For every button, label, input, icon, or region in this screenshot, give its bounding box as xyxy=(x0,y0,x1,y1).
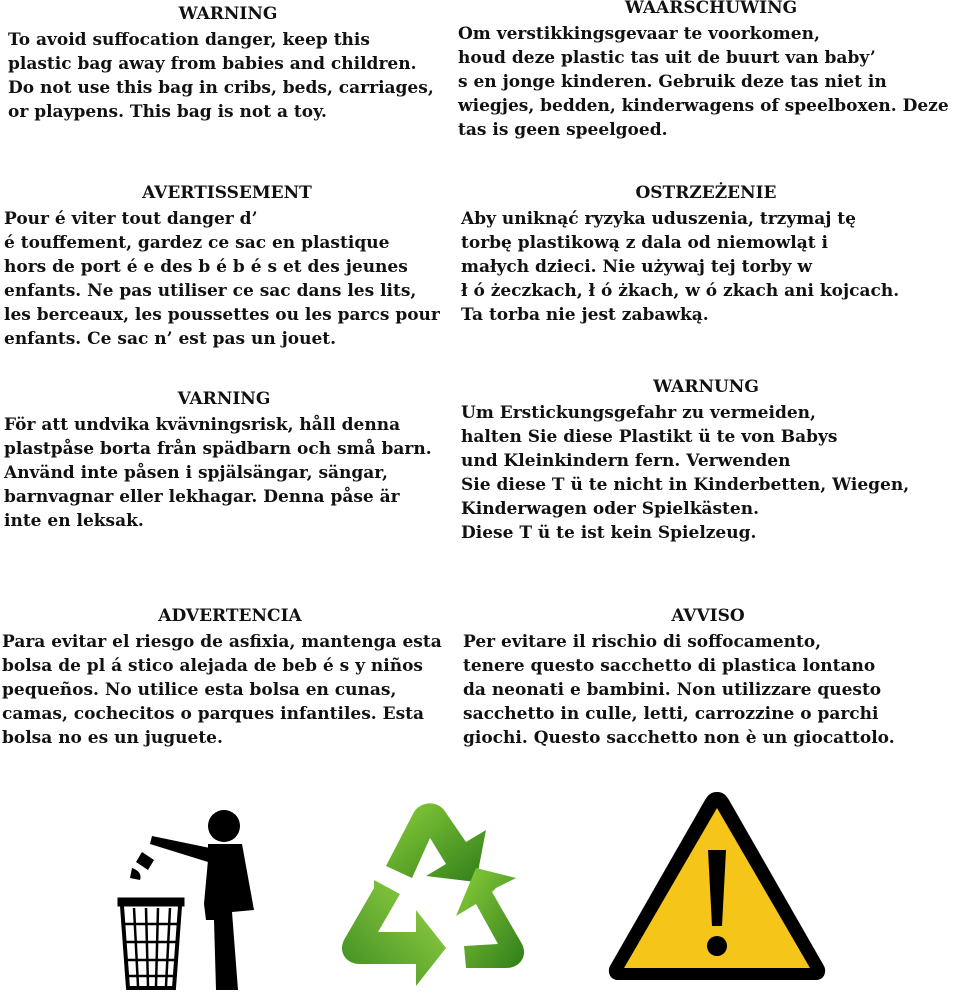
text-line: da neonati e bambini. Non utilizzare questo xyxy=(463,680,882,700)
block-title: AVERTISSEMENT xyxy=(142,183,312,203)
text-line: inte en leksak. xyxy=(4,511,144,531)
text-line: torbę plastikową z dala od niemowląt i xyxy=(461,233,829,253)
text-line: Sie diese T ü te nicht in Kinderbetten, Wiegen, xyxy=(461,475,910,495)
recycle-icon xyxy=(326,796,540,996)
block-title: WARNUNG xyxy=(653,377,759,397)
text-line: tas is geen speelgoed. xyxy=(458,120,668,140)
block-title: WARNING xyxy=(178,4,278,24)
text-line: Diese T ü te ist kein Spielzeug. xyxy=(461,523,757,543)
text-line: halten Sie diese Plastikt ü te von Babys xyxy=(461,427,838,447)
text-line: bolsa no es un juguete. xyxy=(2,728,223,748)
warning-block-italian xyxy=(463,606,953,750)
text-line: und Kleinkindern fern. Verwenden xyxy=(461,451,791,471)
text-line: houd deze plastic tas uit de buurt van baby’ xyxy=(458,48,876,68)
block-title: AVVISO xyxy=(671,606,745,626)
text-line: barnvagnar eller lekhagar. Denna påse är xyxy=(4,487,400,507)
text-line: Aby uniknąć ryzyka uduszenia, trzymaj tę xyxy=(461,209,856,229)
text-line: małych dzieci. Nie używaj tej torby w xyxy=(461,257,813,277)
text-line: enfants. Ce sac n’ est pas un jouet. xyxy=(4,329,337,349)
block-title: VARNING xyxy=(177,389,271,409)
text-line: Kinderwagen oder Spielkästen. xyxy=(461,499,760,519)
text-line: camas, cochecitos o parques infantiles. Esta xyxy=(2,704,425,724)
text-line: tenere questo sacchetto di plastica lontano xyxy=(463,656,876,676)
text-line: Om verstikkingsgevaar te voorkomen, xyxy=(458,24,820,44)
text-line: Para evitar el riesgo de asfixia, mantenga esta xyxy=(2,632,442,652)
warning-block-polish xyxy=(461,183,951,327)
tidyman-icon xyxy=(112,800,272,990)
warning-block-dutch xyxy=(458,0,964,142)
text-line: Um Erstickungsgefahr zu vermeiden, xyxy=(461,403,816,423)
warning-block-english xyxy=(8,4,448,124)
text-line: é touffement, gardez ce sac en plastique xyxy=(4,233,390,253)
text-line: enfants. Ne pas utiliser ce sac dans les lits, xyxy=(4,281,417,301)
text-line: les berceaux, les poussettes ou les parcs pour xyxy=(4,305,440,325)
text-line: pequeños. No utilice esta bolsa en cunas, xyxy=(2,680,397,700)
block-title: WAARSCHUWING xyxy=(624,0,798,18)
text-line: wiegjes, bedden, kinderwagens of speelboxen. Deze xyxy=(458,96,949,116)
text-line: Pour é viter tout danger d’ xyxy=(4,209,258,229)
warning-block-french xyxy=(4,183,450,351)
text-line: Do not use this bag in cribs, beds, carriages, xyxy=(8,78,434,98)
text-line: bolsa de pl á stico alejada de beb é s y niños xyxy=(2,656,424,676)
text-line: To avoid suffocation danger, keep this xyxy=(8,30,370,50)
text-line: Använd inte påsen i spjälsängar, sängar, xyxy=(4,463,388,483)
text-line: hors de port é e des b é b é s et des jeunes xyxy=(4,257,408,277)
text-line: s en jonge kinderen. Gebruik deze tas niet in xyxy=(458,72,887,92)
warning-block-swedish xyxy=(4,389,444,533)
warning-triangle-icon xyxy=(604,786,830,984)
text-line: Per evitare il rischio di soffocamento, xyxy=(463,632,822,652)
text-line: För att undvika kvävningsrisk, håll denna xyxy=(4,415,401,435)
text-line: plastic bag away from babies and children. xyxy=(8,54,417,74)
text-line: giochi. Questo sacchetto non è un giocattolo. xyxy=(463,728,895,748)
block-title: ADVERTENCIA xyxy=(158,606,302,626)
text-line: Ta torba nie jest zabawką. xyxy=(461,305,709,325)
warning-block-spanish xyxy=(2,606,458,750)
block-title: OSTRZEŻENIE xyxy=(635,183,777,203)
warning-block-german xyxy=(461,377,951,545)
text-line: ł ó żeczkach, ł ó żkach, w ó zkach ani kojcach. xyxy=(461,281,900,301)
text-line: or playpens. This bag is not a toy. xyxy=(8,102,327,122)
text-line: plastpåse borta från spädbarn och små barn. xyxy=(4,439,432,459)
text-line: sacchetto in culle, letti, carrozzine o parchi xyxy=(463,704,879,724)
